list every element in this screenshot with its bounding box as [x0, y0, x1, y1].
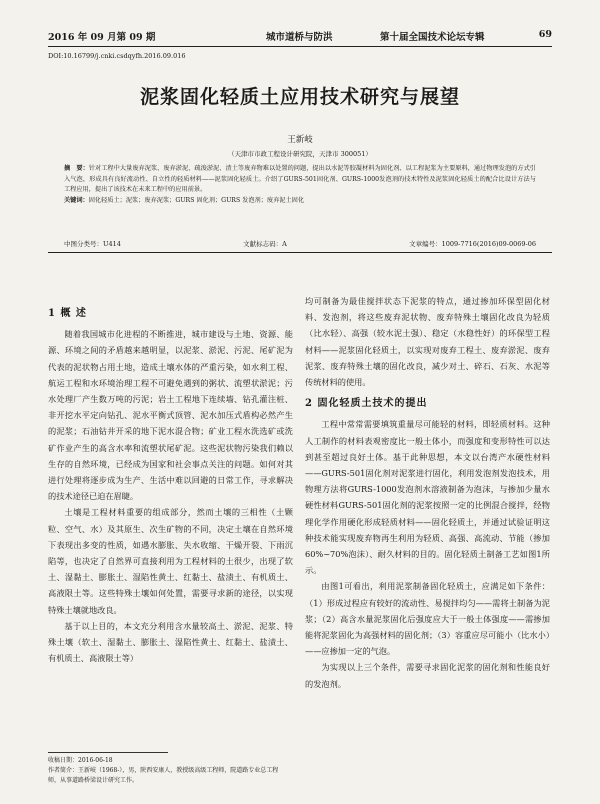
paragraph: 基于以上目的，本文充分利用含水量较高土、淤泥、泥浆、特殊土壤（软土、湿黏土、膨胀土、湿陷性黄土、红黏土、盐渍土、有机质土、高液限土等） — [48, 620, 293, 664]
header-rule — [48, 46, 552, 47]
journal-name: 城市道桥与防洪 — [266, 32, 333, 43]
keywords-text: 固化轻质土；泥浆；废弃泥浆；GURS 固化剂；GURS 发泡剂；废弃泥土固化 — [88, 196, 305, 204]
clc-number: 中图分类号：U414 — [64, 240, 121, 248]
paragraph: 工程中常常需要填筑重量尽可能轻的材料，即轻质材料。这种人工制作的材料表观密度比一般土体小，而强度和变形特性可以达到甚至超过良好土体。基于此种思想，本文以台湾产水硬性材料——GURS-501固化剂对泥浆进行固化，利用发泡剂发泡技术，用物理方法将GURS-1000发泡剂水溶液制备为泡沫，与掺加少量水硬性材料GURS-501固化剂的泥浆按照一定的比例混合搅拌，经物理化学作用硬化形成轻质材料——固化轻质土，并通过试验证明这种技术能实现废弃物再生利用为轻质、高强、高流动、节能（掺加60%~70%泡沫）、耐久材料的目的。固化轻质土制备工艺如图1所示。 — [305, 419, 550, 576]
section-heading: 2 固化轻质土技术的提出 — [305, 398, 428, 410]
paper-title: 泥浆固化轻质土应用技术研究与展望 — [139, 86, 460, 108]
column-name: 第十届全国技术论坛专辑 — [380, 32, 485, 43]
classification-row — [64, 239, 536, 248]
abstract-block — [64, 164, 536, 206]
article-number: 文章编号：1009-7716(2016)09-0069-06 — [409, 240, 536, 248]
paragraph: 土壤是工程材料重要的组成部分，然而土壤的三相性（土颗粒、空气、水）及其原生、次生矿物的不同，决定土壤在自然环境下表现出多变的性质，如遇水膨胀、失水收缩、干燥开裂、下雨沉陷等，也决定了自然界可直接利用为工程材料的土很少，出现了软土、湿黏土、膨胀土、湿陷性黄土、红黏土、盐渍土、有机质土、高液限土等。这些特殊土壤如何处置，需要寻求新的途径，以实现特殊土壤就地改良。 — [48, 507, 293, 615]
paragraph: 随着我国城市化进程的不断推进，城市建设与土地、资源、能源、环境之间的矛盾越来越明显，以泥浆、淤泥、污泥、尾矿泥为代表的泥状物占用土地，造成土壤水体的严重污染，如水利工程、航运工程和水环境治理工程不可避免遇到的粥状、流塑状淤泥；污水处理厂产生数万吨的污泥；岩土工程地下连续墙、钻孔灌注桩、非开挖水平定向钻孔、泥水平衡式顶管、泥水加压式盾构必然产生的泥浆；石油钻井开采的地下泥水混合物；矿业工程水洗选矿或洗矿作业产生的高含水率和流塑状尾矿泥。这些泥状物污染我们赖以生存的自然环境，已经成为国家和社会事点关注的问题。如何对其进行处理将逐步成为生产、生活中难以回避的日常工作，寻求解决的技术途径已迫在眉睫。 — [48, 329, 293, 502]
page-number: 69 — [538, 29, 552, 40]
footnote — [48, 756, 288, 786]
abstract — [64, 164, 536, 196]
doi: DOI:10.16799/j.cnki.csdqyfh.2016.09.016 — [48, 52, 186, 60]
footnote-rule — [48, 752, 168, 753]
author-bio: 作者简介：王新岐（1968-），男，陕西安康人，教授级高级工程师，院道路专业总工程师，从事道路桥梁设计研究工作。 — [48, 767, 279, 784]
abstract-label: 摘 要： — [64, 165, 89, 172]
issue-info: 2016 年 09 月第 09 期 — [48, 32, 156, 43]
abstract-rule — [48, 252, 552, 253]
received-date: 收稿日期：2016-06-18 — [48, 757, 113, 764]
abstract-text: 针对工程中大量废弃泥浆、废弃淤泥、疏浚淤泥、渣土等废弃物难以处置的问题，提出以水泥等胶凝材料为固化剂、以工程泥浆为主要原料，通过物理发泡的方式引入气泡，形成具有良好流动性、自立性的轻质材料——泥浆固化轻质土。介绍了GURS-501固化剂、GURS-1000发泡剂的技术特性及泥浆固化轻质土的配合比设计方法与工程应用，提出了该技术在未来工程中的应用前景。 — [64, 165, 536, 193]
author: 王新岐 — [287, 135, 313, 145]
section-heading: 1 概 述 — [48, 308, 87, 319]
paragraph: 由图1可看出，利用泥浆制备固化轻质土，应满足如下条件：（1）形成过程应有较好的流动性、易搅拌均匀——需将土制备为泥浆；（2）高含水量泥浆固化后强度应大于一般土体强度——需掺加能将泥浆固化为高强材料的固化剂；（3）容重应尽可能小（比水小）——应掺加一定的气泡。 — [305, 581, 550, 657]
paragraph: 均可制备为最佳搅拌状态下泥浆的特点，通过掺加环保型固化材料、发泡剂，将这些废弃泥状物、废弃特殊土壤固化改良为轻质（比水轻）、高强（较水泥土强）、稳定（水稳性好）的环保型工程材料——泥浆固化轻质土，以实现对废弃工程土、废弃淤泥、废弃泥浆、废弃特殊土壤的固化改良，减少对土、碎石、石灰、水泥等传统材料的使用。 — [305, 296, 550, 388]
affiliation: （天津市市政工程设计研究院，天津市 300051） — [228, 150, 372, 158]
paragraph: 为实现以上三个条件，需要寻求固化泥浆的固化剂和性能良好的发泡剂。 — [305, 662, 550, 689]
document-code: 文献标志码：A — [243, 240, 287, 248]
keywords-label: 关键词： — [64, 196, 89, 204]
keywords — [64, 196, 536, 207]
left-column — [48, 300, 293, 666]
right-column — [305, 293, 550, 692]
running-header — [48, 29, 552, 45]
